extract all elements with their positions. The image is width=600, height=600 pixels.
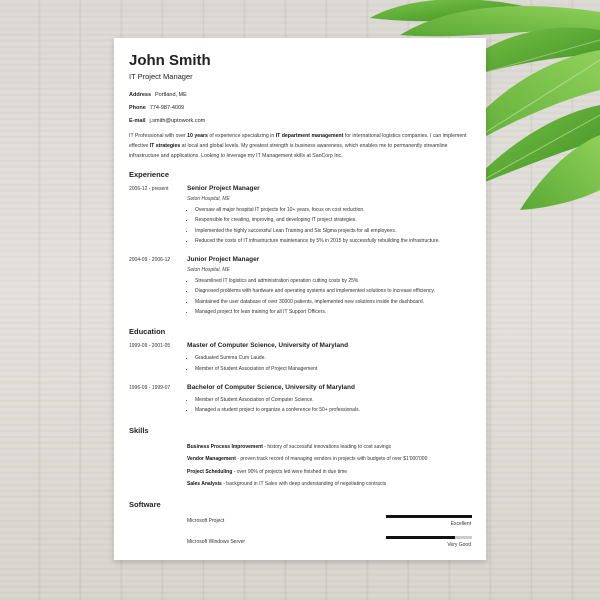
contact-email [129,118,471,124]
entry-date: 2004-09 - 2006-12 [129,257,171,264]
bullet-item: • Member of Student Association of Project Management [195,364,471,374]
resume-page [114,38,486,560]
entry-bullets [187,353,471,374]
software-level-label: Excellent [450,520,471,527]
contact-block [129,92,471,124]
education-entry [129,342,471,374]
summary-highlight: IT strategies [149,143,181,149]
software-level-fill [386,515,472,518]
education-entry [129,384,471,416]
entry-title: Bachelor of Computer Science, University of Maryland [187,383,355,391]
skill-item [187,478,471,491]
software-name: Microsoft Project [187,517,225,524]
summary-text: at local and global levels. My greatest strength is business awareness, which enables me to permanently streamline infrastructure and applications. Looking to leverage my IT Management skills at SanCorp Inc. [129,143,448,159]
summary-text: IT Professional with over [129,133,188,139]
entry-title: Junior Project Manager [187,256,260,264]
contact-address [129,92,471,98]
resume-name: John Smith [129,52,211,69]
software-item [187,536,471,557]
skill-description: - history of successful innovations leading to cost savings [262,443,391,450]
entry-organization: Seton Hospital, ME [187,267,230,274]
skill-description: - proven track record of managing vendors in projects with budgets of over $1'000'000 [235,456,428,463]
section-heading-experience: Experience [129,170,170,179]
resume-role: IT Project Manager [129,72,193,81]
contact-label: E-mail [129,118,146,124]
software-level-bar [386,536,472,539]
bullet-item: • Responsible for creating, improving, and developing IT project strategies. [195,215,471,225]
bullet-item: • Maintained the user database of over 30000 patients, implemented new solutions inside the dashboard. [195,297,471,307]
skill-name: Vendor Management [187,456,236,463]
contact-value: 774-987-4009 [149,105,185,111]
bullet-item: • Diagnosed problems with hardware and operating systems and implemented solutions to increase efficiency. [195,286,471,296]
summary-text: of experience specializing in [207,133,276,139]
bullet-item: • Reduced the costs of IT infrastructure maintenance by 5% in 2015 by successfully rebuilding the infrastructure. [195,236,471,246]
bullet-item: • Graduated Summa Cum Laude. [195,353,471,363]
bullet-item: • Oversaw all major hospital IT projects for 10+ years, focus on cost reduction. [195,205,471,215]
contact-label: Phone [129,105,146,111]
bullet-item: • Managed a student project to organize a conference for 50+ professionals. [195,405,471,415]
summary-text: for international logistics companies. I can implement effective [129,133,467,149]
summary-highlight: 10 years [187,133,208,139]
contact-value: Portland, ME [155,92,187,98]
software-level-fill [386,536,455,539]
entry-title: Senior Project Manager [187,185,260,192]
bullet-item: • Managed project for lean training for all IT Support Officers. [195,307,471,317]
bullet-item: • Member of Student Association of Computer Science. [195,395,471,405]
entry-date: 1996-09 - 1999-07 [129,384,171,391]
experience-entry [129,256,471,317]
software-item [187,515,471,536]
skill-name: Sales Analysis [187,481,222,488]
entry-bullets [187,276,471,317]
entry-organization: Seton Hospital, ME [187,196,230,202]
skill-name: Project Scheduling [187,468,233,475]
skill-description: - background in IT Sales with deep understanding of negotiating contracts [221,481,387,488]
section-heading-software: Software [129,499,161,509]
bullet-item: • Streamlined IT logistics and administration operation cutting costs by 25% [195,276,471,286]
skill-item [187,453,471,466]
section-heading-education: Education [129,327,166,337]
software-list [129,515,471,557]
software-level-bar [386,515,472,518]
skill-description: - over 90% of projects led were finished in due time [232,468,348,475]
experience-entry [129,185,471,246]
skills-list [129,441,471,491]
skill-item [187,466,471,479]
software-level-label: Very Good [447,541,471,548]
contact-value: j.smith@uptowork.com [149,118,206,124]
contact-phone [129,105,471,111]
skill-name: Business Process Improvement [187,443,263,450]
entry-bullets [187,205,471,246]
section-heading-skills: Skills [129,425,149,435]
entry-date: 2006-12 - present [129,186,169,192]
software-name: Microsoft Windows Server [187,538,246,545]
summary-paragraph [129,131,471,161]
entry-date: 1999-09 - 2001-05 [129,343,171,350]
entry-title: Master of Computer Science, University of Maryland [187,342,349,350]
skill-item [187,441,471,454]
bullet-item: • Implemented the highly successful Lean Training and Six Sigma projects for all employees. [195,226,471,236]
entry-bullets [187,395,471,416]
summary-highlight: IT department management [275,133,344,139]
contact-label: Address [129,92,152,98]
